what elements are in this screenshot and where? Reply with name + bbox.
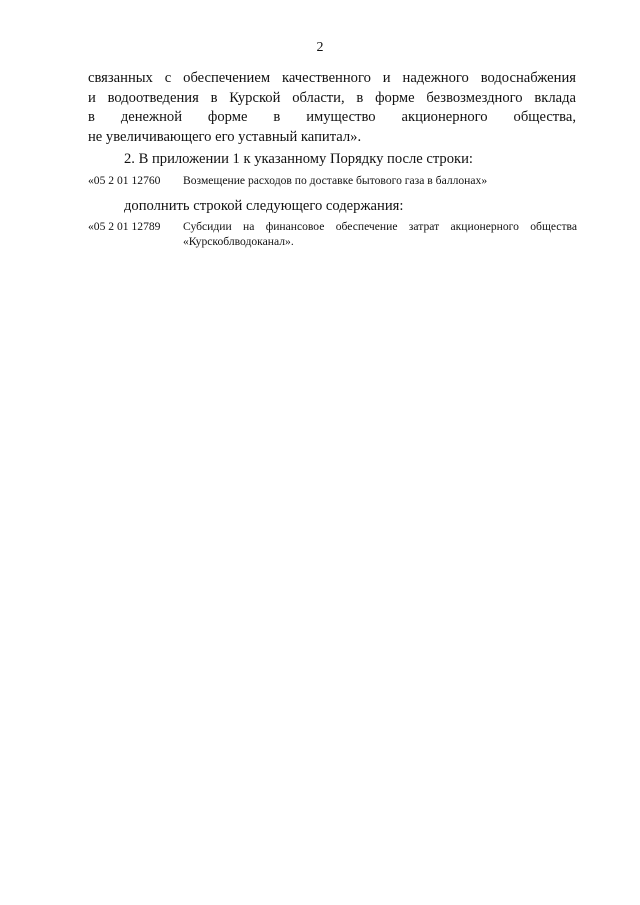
paragraph-line: связанных с обеспечением качественного и надежного водоснабжения [88,70,576,86]
budget-code-description: Возмещение расходов по доставке бытового газа в баллонах» [183,174,488,187]
paragraph-line: не увеличивающего его уставный капитал». [88,128,362,145]
budget-code: «05 2 01 12789 [88,220,161,233]
item-2-text: 2. В приложении 1 к указанному Порядку после строки: [124,151,473,167]
add-row-instruction: дополнить строкой следующего содержания: [124,198,404,214]
paragraph-line: в денежной форме в имущество акционерного общества, [88,109,576,126]
description-line: «Курскоблводоканал». [183,235,294,248]
paragraph-continuation [88,69,576,147]
description-line: Субсидии на финансовое обеспечение затрат акционерного общества [183,220,577,233]
budget-code: «05 2 01 12760 [88,174,161,187]
budget-code-description [183,219,577,249]
page-number: 2 [316,40,324,55]
paragraph-line: и водоотведения в Курской области, в форме безвозмездного вклада [88,89,576,106]
